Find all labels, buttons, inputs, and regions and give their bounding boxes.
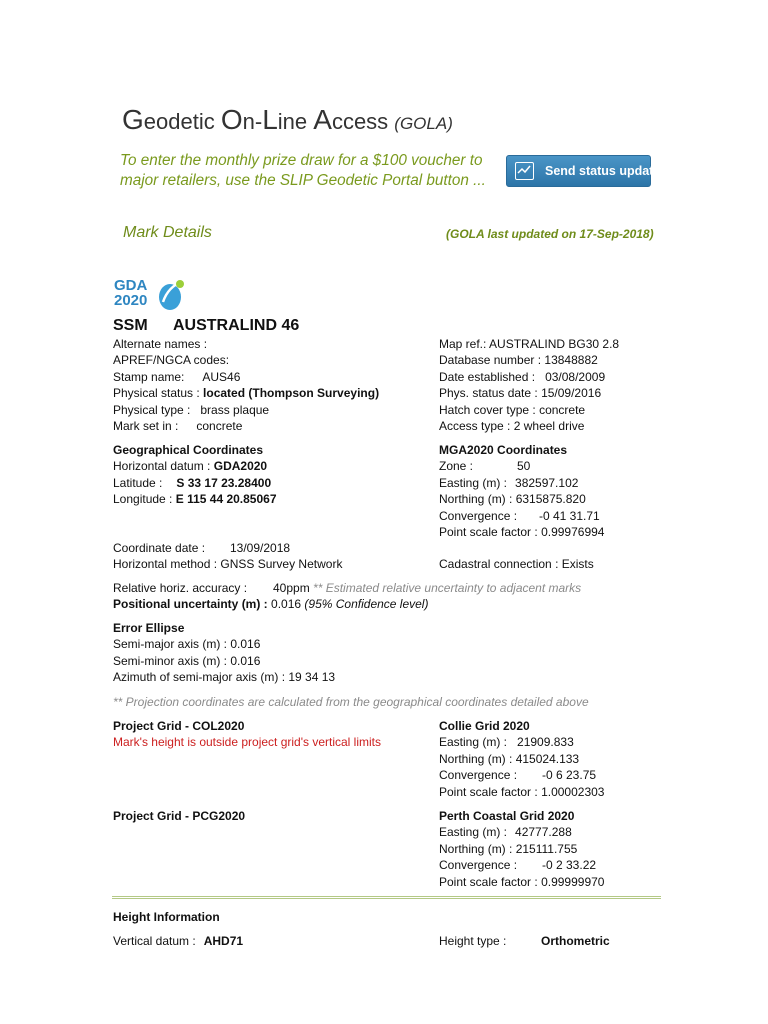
convergence-row: Convergence : -0 41 31.71 bbox=[439, 508, 600, 523]
gda2020-logo bbox=[113, 278, 187, 314]
grid1-warning: Mark's height is outside project grid's vertical limits bbox=[113, 735, 382, 750]
promo-text bbox=[120, 151, 486, 191]
hatch-cover-row: Hatch cover type : concrete bbox=[439, 402, 586, 417]
send-status-update-button[interactable] bbox=[506, 155, 661, 187]
error-ellipse-heading: Error Ellipse bbox=[113, 621, 185, 635]
geographical-coordinates bbox=[113, 442, 277, 508]
projection-note: ** Projection coordinates are calculated from the geographical coordinates detailed above bbox=[113, 695, 589, 709]
send-status-update-label: Send status update bbox=[545, 164, 661, 178]
semi-minor-row: Semi-minor axis (m) : 0.016 bbox=[113, 653, 261, 668]
grid2-easting-row: Easting (m) : 42777.288 bbox=[439, 825, 572, 840]
grid2-point-scale-row: Point scale factor : 0.99999970 bbox=[439, 874, 605, 889]
section-label: Mark Details bbox=[123, 224, 212, 241]
mga-coordinates bbox=[439, 442, 604, 540]
longitude-row: Longitude : E 115 44 20.85067 bbox=[113, 492, 277, 507]
perth-coastal-grid bbox=[439, 808, 604, 890]
grid1-heading: Project Grid - COL2020 bbox=[113, 719, 245, 733]
stamp-name-row: Stamp name: AUS46 bbox=[113, 369, 241, 384]
grid1-easting-row: Easting (m) : 21909.833 bbox=[439, 735, 574, 750]
grid1-convergence-row: Convergence : -0 6 23.75 bbox=[439, 768, 597, 783]
height-type-row: Height type : Orthometric bbox=[439, 934, 610, 948]
northing-row: Northing (m) : 6315875.820 bbox=[439, 492, 586, 507]
last-updated-note: (GOLA last updated on 17-Sep-2018) bbox=[446, 227, 654, 241]
logo-text-top: GDA bbox=[114, 277, 148, 294]
phys-status-date-row: Phys. status date : 15/09/2016 bbox=[439, 386, 602, 401]
horizontal-datum-row: Horizontal datum : GDA2020 bbox=[113, 459, 268, 474]
grid2-heading: Project Grid - PCG2020 bbox=[113, 809, 246, 823]
mark-code: SSM bbox=[113, 317, 148, 334]
grid2-convergence-row: Convergence : -0 2 33.22 bbox=[439, 858, 597, 873]
section-divider bbox=[112, 896, 661, 899]
promo-line-1: To enter the monthly prize draw for a $100 voucher to bbox=[120, 152, 483, 169]
geo-heading: Geographical Coordinates bbox=[113, 443, 264, 457]
promo-line-2: major retailers, use the SLIP Geodetic Portal button ... bbox=[120, 172, 486, 189]
logo-text-bottom: 2020 bbox=[114, 292, 148, 309]
grid1-right-heading: Collie Grid 2020 bbox=[439, 719, 530, 733]
latitude-row: Latitude : S 33 17 23.28400 bbox=[113, 475, 272, 490]
alternate-names-row: Alternate names : bbox=[113, 337, 208, 351]
globe-icon bbox=[157, 278, 187, 312]
collie-grid bbox=[439, 718, 604, 800]
date-established-row: Date established : 03/08/2009 bbox=[439, 369, 606, 384]
zone-row: Zone : 50 bbox=[439, 459, 531, 474]
physical-type-row: Physical type : brass plaque bbox=[113, 402, 270, 417]
apref-codes-row: APREF/NGCA codes: bbox=[113, 353, 230, 368]
height-heading: Height Information bbox=[113, 910, 220, 924]
azimuth-row: Azimuth of semi-major axis (m) : 19 34 13 bbox=[113, 670, 336, 685]
mark-info-right bbox=[439, 336, 619, 434]
mark-set-in-row: Mark set in : concrete bbox=[113, 419, 243, 434]
mark-name: AUSTRALIND 46 bbox=[173, 317, 300, 334]
relative-accuracy-row: Relative horiz. accuracy : 40ppm ** Estimated relative uncertainty to adjacent marks bbox=[113, 581, 582, 595]
easting-row: Easting (m) : 382597.102 bbox=[439, 475, 579, 490]
grid1-northing-row: Northing (m) : 415024.133 bbox=[439, 751, 580, 766]
project-grid-pcg2020 bbox=[113, 808, 245, 824]
mark-info-left bbox=[113, 336, 379, 434]
vertical-datum-row: Vertical datum : AHD71 bbox=[113, 934, 244, 948]
coordinate-date-row: Coordinate date : 13/09/2018 bbox=[113, 541, 291, 555]
grid2-right-heading: Perth Coastal Grid 2020 bbox=[439, 809, 575, 823]
semi-major-row: Semi-major axis (m) : 0.016 bbox=[113, 637, 261, 652]
project-grid-col2020 bbox=[113, 718, 381, 751]
grid1-point-scale-row: Point scale factor : 1.00002303 bbox=[439, 784, 605, 799]
cadastral-connection-row: Cadastral connection : Exists bbox=[439, 557, 594, 571]
positional-uncertainty-row: Positional uncertainty (m) : 0.016 (95% Confidence level) bbox=[113, 597, 429, 611]
chart-icon bbox=[515, 162, 534, 180]
error-ellipse bbox=[113, 620, 335, 686]
physical-status-row: Physical status : located (Thompson Surveying) bbox=[113, 386, 380, 401]
page-title: Geodetic On-Line Access (GOLA) bbox=[122, 104, 453, 135]
access-type-row: Access type : 2 wheel drive bbox=[439, 419, 585, 434]
horizontal-method-row: Horizontal method : GNSS Survey Network bbox=[113, 557, 343, 571]
point-scale-row: Point scale factor : 0.99976994 bbox=[439, 525, 605, 540]
grid2-northing-row: Northing (m) : 215111.755 bbox=[439, 841, 578, 856]
map-ref-row: Map ref.: AUSTRALIND BG30 2.8 bbox=[439, 337, 620, 351]
mga-heading: MGA2020 Coordinates bbox=[439, 443, 568, 457]
database-number-row: Database number : 13848882 bbox=[439, 353, 598, 368]
